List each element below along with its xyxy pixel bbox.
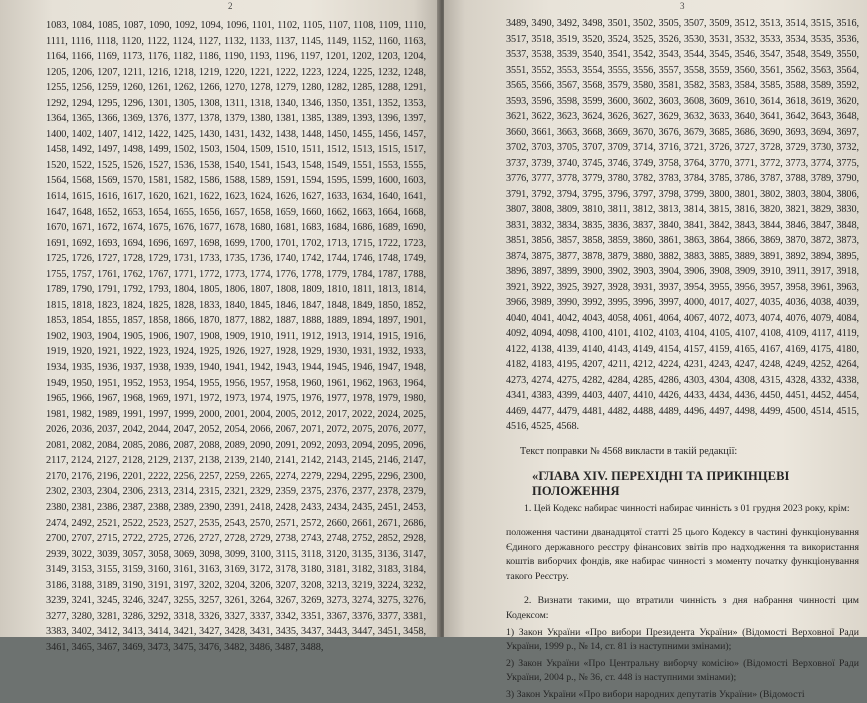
right-page-number: 3 xyxy=(680,1,685,11)
left-amendment-numbers: 1083, 1084, 1085, 1087, 1090, 1092, 1094, 1096, 1101, 1102, 1105, 1107, 1108, 1109, 1110, 1111, 1116, 1118, 1120, 1122, 1124, 1127, 1132, 1133, 1137, 1145, 1149, 1152, 1160, 1163, 1164, 1166, 1169, 1173, 1176, 1182, 1186, 1190, 1193, 1196, 1197, 1201, 1202, 1203, 1204, 1205, 1206, 1207, 1211, 1216, 1218, 1219, 1220, 1221, 1222, 1223, 1224, 1225, 1232, 1248, 1255, 1256, 1259, 1260, 1261, 1262, 1266, 1270, 1278, 1279, 1280, 1282, 1285, 1288, 1291, 1292, 1294, 1295, 1296, 1301, 1305, 1308, 1311, 1318, 1340, 1346, 1350, 1351, 1352, 1353, 1364, 1365, 1366, 1369, 1376, 1377, 1378, 1379, 1380, 1381, 1385, 1389, 1393, 1396, 1397, 1400, 1402, 1407, 1412, 1422, 1425, 1430, 1431, 1432, 1438, 1448, 1450, 1455, 1456, 1457, 1458, 1492, 1497, 1498, 1499, 1502, 1503, 1504, 1509, 1510, 1511, 1512, 1513, 1515, 1517, 1520, 1522, 1525, 1526, 1527, 1536, 1538, 1540, 1541, 1543, 1548, 1549, 1551, 1553, 1555, 1564, 1568, 1569, 1570, 1581, 1582, 1586, 1588, 1589, 1591, 1594, 1595, 1599, 1600, 1603, 1614, 1615, 1616, 1617, 1620, 1621, 1622, 1623, 1624, 1626, 1627, 1633, 1634, 1640, 1641, 1647, 1648, 1652, 1653, 1654, 1655, 1656, 1657, 1658, 1659, 1660, 1662, 1663, 1664, 1668, 1670, 1671, 1672, 1674, 1675, 1676, 1677, 1678, 1680, 1681, 1683, 1684, 1686, 1689, 1690, 1691, 1692, 1693, 1694, 1696, 1697, 1698, 1699, 1700, 1701, 1702, 1713, 1715, 1722, 1723, 1725, 1726, 1727, 1728, 1729, 1731, 1733, 1735, 1736, 1740, 1742, 1744, 1746, 1748, 1749, 1755, 1757, 1761, 1762, 1767, 1771, 1772, 1773, 1774, 1776, 1778, 1779, 1784, 1787, 1788, 1789, 1790, 1791, 1792, 1793, 1804, 1805, 1806, 1807, 1808, 1809, 1810, 1811, 1813, 1814, 1815, 1818, 1823, 1824, 1825, 1828, 1833, 1840, 1845, 1846, 1847, 1848, 1849, 1850, 1852, 1853, 1854, 1855, 1857, 1858, 1866, 1870, 1877, 1882, 1887, 1888, 1889, 1894, 1897, 1901, 1902, 1903, 1904, 1905, 1906, 1907, 1908, 1909, 1910, 1911, 1912, 1913, 1914, 1915, 1916, 1919, 1920, 1921, 1922, 1923, 1924, 1925, 1926, 1927, 1928, 1929, 1930, 1931, 1932, 1933, 1934, 1935, 1936, 1937, 1938, 1939, 1940, 1941, 1942, 1943, 1944, 1945, 1946, 1947, 1948, 1949, 1950, 1951, 1952, 1953, 1954, 1955, 1956, 1957, 1958, 1960, 1961, 1962, 1963, 1964, 1965, 1966, 1967, 1968, 1969, 1971, 1972, 1973, 1974, 1975, 1976, 1977, 1978, 1979, 1980, 1981, 1982, 1989, 1991, 1997, 1999, 2000, 2001, 2004, 2005, 2012, 2017, 2022, 2024, 2025, 2026, 2036, 2037, 2042, 2044, 2047, 2052, 2054, 2066, 2067, 2071, 2072, 2075, 2076, 2077, 2081, 2082, 2084, 2085, 2086, 2087, 2088, 2089, 2090, 2091, 2092, 2093, 2094, 2095, 2096, 2117, 2124, 2127, 2128, 2129, 2137, 2138, 2139, 2140, 2141, 2142, 2143, 2145, 2146, 2147, 2170, 2176, 2196, 2201, 2222, 2256, 2257, 2259, 2265, 2274, 2279, 2294, 2295, 2296, 2300, 2302, 2303, 2304, 2306, 2313, 2314, 2315, 2321, 2329, 2359, 2375, 2376, 2377, 2378, 2379, 2380, 2381, 2386, 2387, 2388, 2389, 2390, 2391, 2418, 2428, 2433, 2434, 2435, 2451, 2453, 2474, 2492, 2521, 2522, 2523, 2527, 2535, 2543, 2570, 2571, 2572, 2660, 2661, 2671, 2686, 2700, 2707, 2715, 2722, 2725, 2726, 2727, 2728, 2729, 2738, 2743, 2748, 2752, 2852, 2928, 2939, 3022, 3039, 3057, 3058, 3069, 3098, 3099, 3100, 3115, 3118, 3120, 3135, 3136, 3147, 3149, 3153, 3155, 3159, 3160, 3161, 3163, 3169, 3172, 3178, 3180, 3181, 3182, 3183, 3184, 3186, 3188, 3189, 3190, 3191, 3197, 3202, 3204, 3206, 3207, 3208, 3213, 3219, 3224, 3232, 3239, 3241, 3245, 3246, 3247, 3255, 3257, 3261, 3264, 3267, 3269, 3273, 3274, 3275, 3276, 3277, 3280, 3281, 3286, 3292, 3318, 3326, 3327, 3337, 3342, 3351, 3367, 3376, 3377, 3381, 3383, 3402, 3412, 3413, 3414, 3421, 3427, 3428, 3431, 3435, 3437, 3443, 3447, 3451, 3458, 3461, 3465, 3467, 3469, 3473, 3475, 3476, 3482, 3486, 3487, 3488, xyxy=(46,20,426,653)
list-item-1: 1) Закон України «Про вибори Президента України» (Відомості Верховної Ради України, 1999 р., № 14, ст. 81 із наступними змінами); xyxy=(506,626,859,653)
left-page xyxy=(0,0,440,653)
right-amendment-numbers: 3489, 3490, 3492, 3498, 3501, 3502, 3505, 3507, 3509, 3512, 3513, 3514, 3515, 3516, 3517, 3518, 3519, 3520, 3524, 3525, 3526, 3530, 3531, 3532, 3533, 3534, 3535, 3536, 3537, 3538, 3539, 3540, 3541, 3542, 3543, 3544, 3545, 3546, 3547, 3548, 3549, 3550, 3551, 3552, 3553, 3554, 3555, 3556, 3557, 3558, 3559, 3560, 3561, 3562, 3563, 3564, 3565, 3566, 3567, 3568, 3579, 3580, 3581, 3582, 3583, 3584, 3585, 3588, 3589, 3592, 3593, 3596, 3598, 3599, 3600, 3602, 3603, 3608, 3609, 3610, 3614, 3618, 3619, 3620, 3621, 3622, 3623, 3624, 3626, 3627, 3629, 3632, 3633, 3640, 3641, 3642, 3643, 3648, 3660, 3661, 3663, 3668, 3669, 3670, 3676, 3679, 3685, 3686, 3690, 3693, 3694, 3697, 3702, 3703, 3705, 3707, 3709, 3714, 3716, 3721, 3726, 3727, 3728, 3729, 3730, 3732, 3737, 3739, 3740, 3745, 3746, 3749, 3758, 3764, 3770, 3771, 3772, 3773, 3774, 3775, 3776, 3777, 3778, 3779, 3780, 3782, 3783, 3784, 3785, 3786, 3787, 3788, 3789, 3790, 3791, 3792, 3794, 3795, 3796, 3797, 3798, 3799, 3800, 3801, 3802, 3803, 3804, 3806, 3807, 3808, 3809, 3810, 3811, 3812, 3813, 3814, 3815, 3816, 3820, 3821, 3829, 3830, 3831, 3832, 3834, 3835, 3836, 3837, 3840, 3841, 3842, 3843, 3844, 3846, 3847, 3848, 3851, 3856, 3857, 3858, 3859, 3860, 3861, 3863, 3864, 3866, 3869, 3870, 3872, 3873, 3874, 3875, 3877, 3878, 3879, 3880, 3882, 3883, 3885, 3889, 3891, 3892, 3894, 3895, 3896, 3897, 3899, 3900, 3902, 3903, 3904, 3906, 3908, 3909, 3910, 3911, 3917, 3918, 3921, 3922, 3925, 3927, 3928, 3931, 3937, 3954, 3955, 3956, 3957, 3958, 3961, 3963, 3966, 3989, 3990, 3992, 3995, 3996, 3997, 4000, 4017, 4027, 4035, 4036, 4038, 4039, 4040, 4041, 4042, 4043, 4058, 4061, 4064, 4067, 4072, 4073, 4074, 4076, 4079, 4084, 4092, 4094, 4098, 4100, 4101, 4102, 4103, 4104, 4105, 4107, 4108, 4109, 4117, 4119, 4122, 4138, 4139, 4140, 4143, 4149, 4154, 4157, 4159, 4165, 4167, 4169, 4175, 4180, 4182, 4183, 4195, 4207, 4211, 4212, 4224, 4231, 4243, 4247, 4248, 4249, 4252, 4264, 4273, 4274, 4275, 4282, 4284, 4285, 4286, 4303, 4304, 4308, 4315, 4328, 4332, 4338, 4341, 4383, 4399, 4403, 4407, 4410, 4426, 4433, 4434, 4436, 4450, 4451, 4452, 4454, 4469, 4477, 4479, 4481, 4482, 4488, 4489, 4496, 4497, 4498, 4499, 4500, 4514, 4515, 4516, 4525, 4568. xyxy=(506,18,859,432)
right-page xyxy=(444,0,867,701)
chapter-heading: «ГЛАВА XIV. ПЕРЕХІДНІ ТА ПРИКІНЦЕВІ ПОЛОЖЕННЯ xyxy=(532,468,790,498)
paragraph-exception: положення частини дванадцятої статті 25 цього Кодексу в частині функціонування Єдиного державного реєстру фінансових звітів про надходження та використання коштів виборчих фондів, яке набирає чинності з моменту початку функціонування такого Реєстру. xyxy=(506,527,859,582)
left-page-number: 2 xyxy=(228,1,233,11)
list-item-3: 3) Закон України «Про вибори народних депутатів України» (Відомості xyxy=(506,689,805,701)
editorial-note: Текст поправки № 4568 викласти в такій редакції: xyxy=(520,445,738,457)
paragraph-2: 2. Визнати такими, що втратили чинність з дня набрання чинності цим Кодексом: xyxy=(506,595,859,622)
paragraph-1: 1. Цей Кодекс набирає чинності набирає чинність з 01 грудня 2023 року, крім: xyxy=(524,502,850,514)
list-item-2: 2) Закон України «Про Центральну виборчу комісію» (Відомості Верховної Ради України, 2004 р., № 36, ст. 448 із наступними змінами); xyxy=(506,657,859,684)
